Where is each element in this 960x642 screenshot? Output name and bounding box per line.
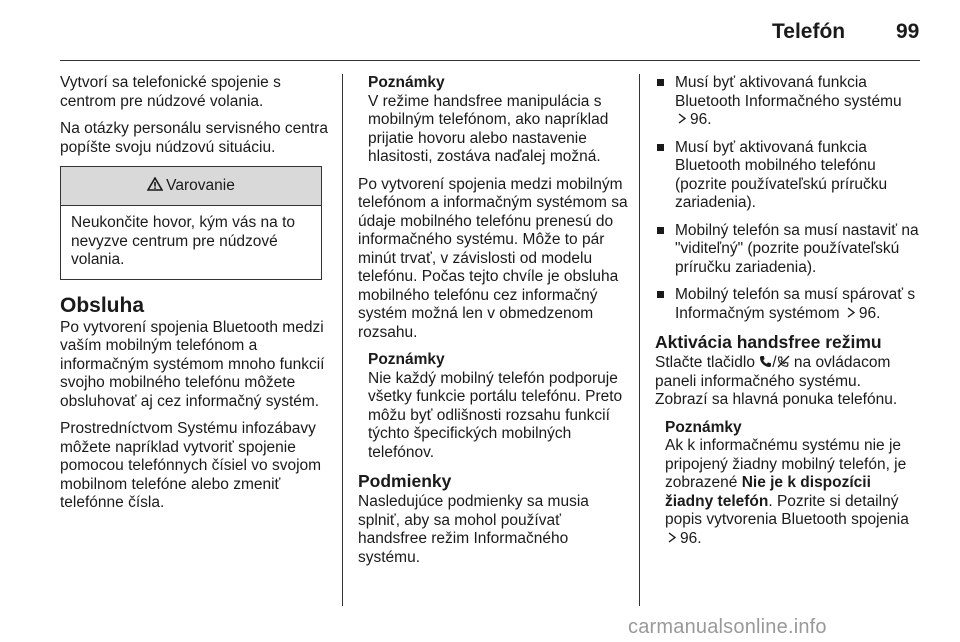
page-reference: 96. — [858, 304, 881, 322]
paragraph: Stlačte tlačidlo / na ovládacom paneli informačného systému. Zobrazí sa hlavná ponuka telefónu. — [655, 354, 898, 408]
page-reference-arrow-icon — [677, 113, 688, 124]
list-item-text: Musí byť aktivovaná funkcia Bluetooth Informačného systému — [675, 74, 902, 110]
note-title: Poznámky — [665, 418, 742, 436]
note-text: V režime handsfree manipulácia s mobilným telefónom, ako napríklad prijatie hovoru alebo nastavenie hlasitosti, zostáva naďalej možná. — [368, 92, 609, 165]
header-rule — [60, 60, 920, 61]
section-heading-obsluha: Obsluha — [60, 293, 145, 317]
bullet-square-icon — [657, 291, 664, 298]
list-item — [655, 222, 923, 278]
paragraph-text: Stlačte tlačidlo — [655, 354, 755, 371]
note — [368, 351, 630, 462]
mute-phone-icon — [777, 355, 790, 368]
list-item-text: Mobilný telefón sa musí spárovať s Informačným systémom — [675, 286, 916, 322]
section-heading-podmienky: Podmienky — [358, 471, 452, 491]
bullet-square-icon — [657, 79, 664, 86]
bullet-square-icon — [657, 144, 664, 151]
list-item-text: Mobilný telefón sa musí nastaviť na "viditeľný" (pozrite používateľskú príručku zariadenia). — [675, 221, 919, 276]
bullet-square-icon — [657, 227, 664, 234]
paragraph: Nasledujúce podmienky sa musia splniť, aby sa mohol používať handsfree režim Informačného systému. — [358, 493, 589, 566]
warning-title: Varovanie — [166, 177, 235, 194]
note-text: . Pozrite si detailný popis vytvorenia Bluetooth spojenia — [665, 492, 909, 528]
paragraph: Po vytvorení spojenia Bluetooth medzi vaším mobilným telefónom a informačným systémom mnoho funkcií svojho mobilného telefónu môžete obsluhovať aj cez informačný systém. — [60, 318, 325, 410]
page-reference-arrow-icon — [846, 307, 857, 318]
watermark: carmanualsonline.info — [628, 616, 827, 638]
list-item — [655, 139, 923, 213]
column-divider — [342, 74, 343, 606]
header-title: Telefón — [772, 20, 846, 43]
note-title: Poznámky — [368, 351, 445, 368]
phone-icon — [759, 355, 772, 368]
page-reference: 96. — [680, 529, 702, 547]
warning-box — [60, 166, 322, 280]
warning-triangle-icon — [147, 177, 163, 191]
column-2 — [358, 74, 630, 576]
page-reference-arrow-icon — [667, 532, 678, 543]
requirements-list — [655, 74, 923, 323]
paragraph: Vytvorí sa telefonické spojenie s centrom pre núdzové volania. — [60, 74, 281, 110]
warning-text: Neukončite hovor, kým vás na to nevyzve centrum pre núdzové volania. — [71, 214, 296, 268]
paragraph: Na otázky personálu servisného centra popíšte svoju núdzovú situáciu. — [60, 120, 328, 156]
paragraph-text: na ovládacom paneli informačného systému. — [655, 354, 891, 390]
list-item — [655, 74, 923, 130]
column-3 — [655, 74, 923, 557]
warning-header — [61, 167, 321, 206]
paragraph-text: Zobrazí sa hlavná ponuka telefónu. — [655, 391, 898, 408]
column-divider — [639, 74, 640, 606]
note-title: Poznámky — [368, 74, 445, 91]
note-text: Ak k informačnému systému nie je pripojený žiadny mobilný telefón, je zobrazené — [665, 437, 907, 491]
paragraph: Po vytvorení spojenia medzi mobilným telefónom a informačným systémom sa údaje mobilného telefónu prenesú do informačného systému. Môže to pár minút trvať, v závislosti od modelu telefónu. Počas tejto chvíle je obsluha mobilného telefónu cez informačný systém možná len v obmedzenom rozsahu. — [358, 175, 628, 341]
note-emphasis: Nie je k dispozícii žiadny telefón — [665, 474, 871, 510]
note — [665, 419, 923, 549]
list-item-text: Musí byť aktivovaná funkcia Bluetooth mobilného telefónu (pozrite používateľskú príručku zariadenia). — [675, 138, 888, 211]
page-reference: 96. — [690, 111, 712, 128]
paragraph: Prostredníctvom Systému infozábavy môžete napríklad vytvoriť spojenie pomocou telefónnych čísiel vo svojom mobilnom telefóne alebo zmeniť telefónne čísla. — [60, 420, 322, 511]
list-item — [655, 286, 923, 323]
note-text: Nie každý mobilný telefón podporuje všetky funkcie portálu telefónu. Preto môžu byť odlišnosti rozsahu funkcií týchto špecifických mobilných telefónov. — [368, 369, 623, 461]
note — [368, 74, 630, 167]
column-1 — [60, 74, 328, 522]
page-number: 99 — [896, 20, 920, 43]
section-heading-aktivacia: Aktivácia handsfree režimu — [655, 332, 882, 352]
